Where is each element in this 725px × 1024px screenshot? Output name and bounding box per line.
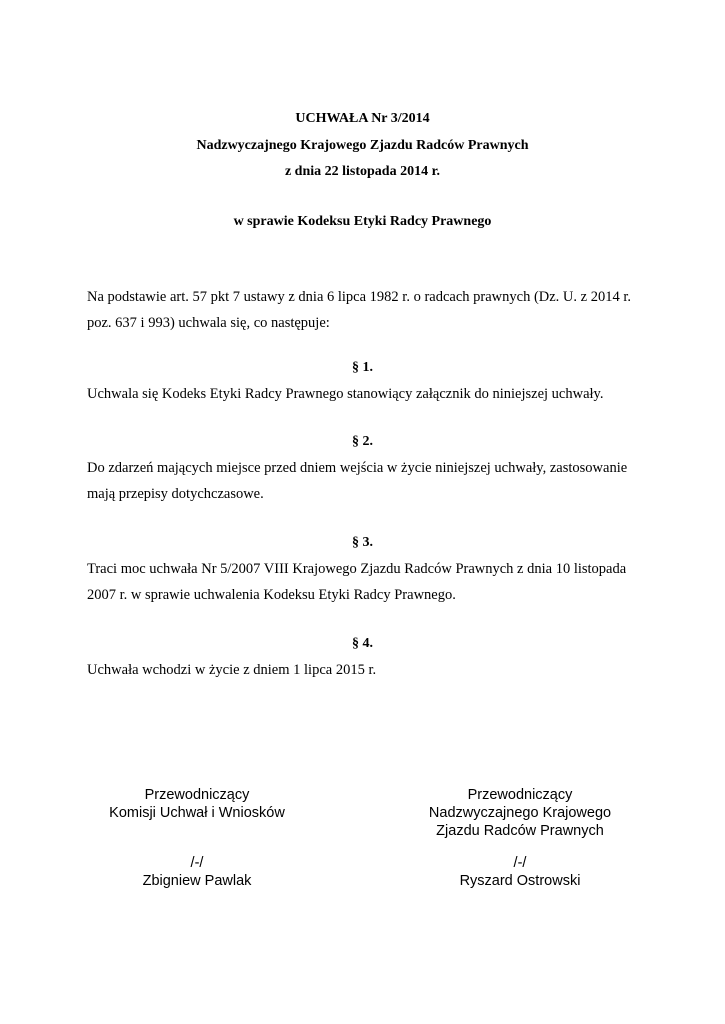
section-mark-2: § 2. — [352, 434, 373, 449]
section-line: mają przepisy dotychczasowe. — [87, 486, 264, 502]
signer-role: Nadzwyczajnego Krajowego — [428, 805, 612, 821]
section-text-3 — [87, 556, 647, 608]
resolution-subject: w sprawie Kodeksu Etyki Radcy Prawnego — [233, 214, 492, 229]
section-mark-3: § 3. — [352, 535, 373, 550]
section-line: Do zdarzeń mających miejsce przed dniem wejścia w życie niniejszej uchwały, zastosowanie — [87, 460, 628, 476]
signature-left — [87, 786, 307, 822]
signature-right — [400, 786, 640, 840]
section-text-1 — [87, 381, 647, 407]
section-line: Traci moc uchwała Nr 5/2007 VIII Krajowego Zjazdu Radców Prawnych z dnia 10 listopada — [87, 561, 627, 577]
section-line: Uchwala się Kodeks Etyki Radcy Prawnego stanowiący załącznik do niniejszej uchwały. — [87, 386, 604, 402]
signature-mark: /-/ — [190, 855, 204, 871]
preamble-line: poz. 637 i 993) uchwala się, co następuje: — [87, 315, 330, 331]
section-mark-4: § 4. — [352, 636, 373, 651]
section-mark-1: § 1. — [352, 360, 373, 375]
preamble-line: Na podstawie art. 57 pkt 7 ustawy z dnia 6 lipca 1982 r. o radcach prawnych (Dz. U. z 2014 r. — [87, 289, 631, 305]
section-text-2 — [87, 455, 647, 507]
signer-name: Ryszard Ostrowski — [459, 873, 581, 889]
signer-name: Zbigniew Pawlak — [142, 873, 252, 889]
signer-role: Zjazdu Radców Prawnych — [436, 823, 604, 839]
signature-left-name — [87, 854, 307, 890]
section-line: 2007 r. w sprawie uchwalenia Kodeksu Etyki Radcy Prawnego. — [87, 587, 456, 603]
signer-role: Komisji Uchwał i Wniosków — [109, 805, 285, 821]
signer-role: Przewodniczący — [467, 787, 573, 803]
resolution-issuer: Nadzwyczajnego Krajowego Zjazdu Radców Prawnych — [196, 138, 529, 153]
section-line: Uchwała wchodzi w życie z dniem 1 lipca 2015 r. — [87, 662, 377, 678]
signer-role: Przewodniczący — [144, 787, 250, 803]
preamble — [87, 284, 647, 336]
resolution-date: z dnia 22 listopada 2014 r. — [284, 164, 441, 179]
section-text-4 — [87, 657, 647, 683]
resolution-title: UCHWAŁA Nr 3/2014 — [295, 111, 430, 126]
signature-right-name — [400, 854, 640, 890]
signature-mark: /-/ — [513, 855, 527, 871]
